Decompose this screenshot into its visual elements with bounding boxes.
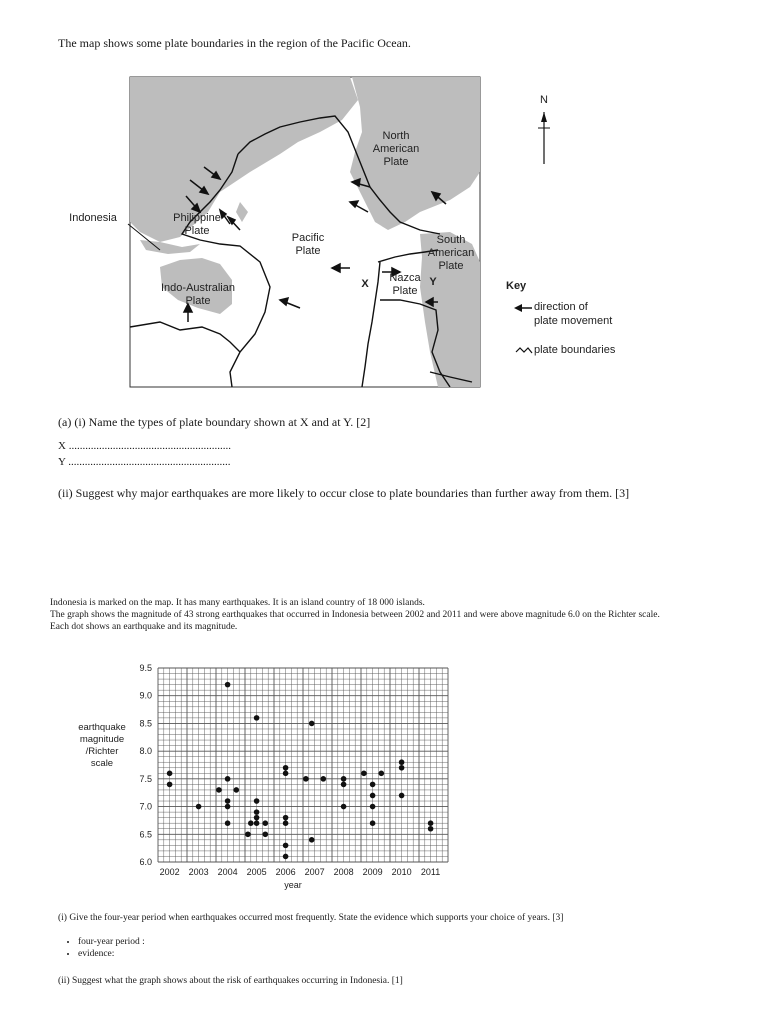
earthquake-point (321, 776, 327, 782)
earthquake-point (234, 787, 240, 793)
answer-y-line[interactable]: Y ........................................................... (58, 456, 231, 468)
earthquake-point (254, 815, 260, 821)
x-tick-label: 2010 (391, 867, 412, 877)
point-y-label: Y (429, 276, 437, 288)
key-boundary-symbol (516, 348, 532, 353)
earthquake-point (248, 820, 254, 826)
earthquake-point (399, 759, 405, 765)
earthquake-point (309, 837, 315, 843)
key-title: Key (506, 280, 527, 292)
plate-map (69, 72, 650, 402)
y-tick-label: 6.5 (139, 829, 152, 840)
x-tick-label: 2006 (275, 867, 296, 877)
earthquake-point (225, 798, 231, 804)
x-tick-label: 2004 (217, 867, 238, 877)
earthquake-point (254, 715, 260, 721)
nazca-plate-label: Nazca Plate (389, 272, 421, 297)
earthquake-point (283, 820, 289, 826)
earthquake-point (216, 787, 222, 793)
y-tick-label: 7.0 (139, 801, 152, 812)
x-tick-label: 2002 (159, 867, 180, 877)
earthquake-point (263, 831, 269, 837)
earthquake-point (283, 854, 289, 860)
x-tick-label: 2009 (362, 867, 383, 877)
point-x-label: X (361, 278, 369, 290)
question-b-ii: (ii) Suggest what the graph shows about the risk of earthquakes occurring in Indonesia. [1] (58, 976, 403, 986)
question-a-i: (a) (i) Name the types of plate boundary shown at X and at Y. [2] (58, 415, 371, 429)
earthquake-point (254, 809, 260, 815)
earthquake-point (254, 820, 260, 826)
context-line-3: Each dot shows an earthquake and its magnitude. (50, 622, 238, 632)
question-a-ii: (ii) Suggest why major earthquakes are more likely to occur close to plate boundaries than further away from them. [3] (58, 486, 630, 500)
chart-x-axis-label: year (284, 880, 302, 890)
chart-points (167, 682, 434, 859)
key-arrow-head (514, 304, 522, 312)
earthquake-point (303, 776, 309, 782)
earthquake-point (370, 782, 376, 788)
earthquake-point (361, 771, 367, 777)
earthquake-point (399, 765, 405, 771)
earthquake-point (245, 831, 251, 837)
earthquake-point (167, 782, 173, 788)
north-american-plate-label: North American Plate (372, 130, 420, 168)
context-paragraph (50, 597, 730, 633)
earthquake-point (379, 771, 385, 777)
earthquake-point (283, 765, 289, 771)
pacific-plate-label: Pacific Plate (291, 232, 325, 257)
context-line-1: Indonesia is marked on the map. It has many earthquakes. It is an island country of 18 000 islands. (50, 598, 425, 608)
x-tick-label: 2008 (333, 867, 354, 877)
earthquake-point (225, 776, 231, 782)
bullet-evidence[interactable]: • evidence: (78, 948, 145, 960)
answer-bullets (62, 936, 145, 960)
north-arrow-head (541, 112, 547, 122)
earthquake-point (370, 820, 376, 826)
earthquake-point (341, 782, 347, 788)
earthquake-point (225, 820, 231, 826)
y-tick-label: 8.5 (139, 718, 152, 729)
intro-text: The map shows some plate boundaries in the region of the Pacific Ocean. (58, 36, 411, 50)
earthquake-point (341, 804, 347, 810)
earthquake-point (283, 771, 289, 777)
indo-australian-plate-label: Indo-Australian Plate (161, 282, 235, 307)
earthquake-point (370, 793, 376, 799)
earthquake-point (428, 820, 434, 826)
key-movement-label: direction of plate movement (534, 301, 613, 327)
context-line-2: The graph shows the magnitude of 43 strong earthquakes that occurred in Indonesia between 2002 and 2011 and were above magnitude 6.0 on the Richter scale. (50, 610, 660, 620)
earthquake-point (283, 815, 289, 821)
earthquake-point (399, 793, 405, 799)
earthquake-point (225, 682, 231, 688)
y-tick-label: 8.0 (139, 746, 152, 757)
chart-tick-labels (139, 663, 440, 877)
question-b-i: (i) Give the four-year period when earthquakes occurred most frequently. State the evidence which supports your choice of years. [3] (58, 913, 564, 923)
y-tick-label: 9.0 (139, 690, 152, 701)
y-tick-label: 9.5 (139, 663, 152, 673)
chart-grid (158, 668, 448, 862)
indonesia-label: Indonesia (69, 212, 117, 224)
bullet-four-year-period[interactable]: • four-year period : (78, 936, 145, 948)
earthquake-point (309, 721, 315, 727)
key-boundaries-label: plate boundaries (534, 344, 616, 356)
south-american-plate-label: South American Plate (427, 234, 475, 272)
x-tick-label: 2005 (246, 867, 267, 877)
earthquake-point (370, 804, 376, 810)
x-tick-label: 2007 (304, 867, 325, 877)
earthquake-point (225, 804, 231, 810)
earthquake-point (167, 771, 173, 777)
chart-y-axis-label: earthquake magnitude /Richter scale (78, 722, 126, 769)
earthquake-point (428, 826, 434, 832)
earthquake-point (341, 776, 347, 782)
x-tick-label: 2003 (188, 867, 209, 877)
answer-x-line[interactable]: X ........................................................... (58, 440, 231, 452)
earthquake-point (283, 843, 289, 849)
north-label: N (540, 94, 548, 106)
earthquake-scatter-chart (120, 660, 460, 895)
x-tick-label: 2011 (420, 867, 441, 877)
earthquake-point (196, 804, 202, 810)
y-tick-label: 6.0 (139, 857, 152, 867)
earthquake-point (254, 798, 260, 804)
earthquake-point (263, 820, 269, 826)
philippine-plate-label: Philippine Plate (173, 212, 221, 237)
y-tick-label: 7.5 (139, 773, 152, 784)
